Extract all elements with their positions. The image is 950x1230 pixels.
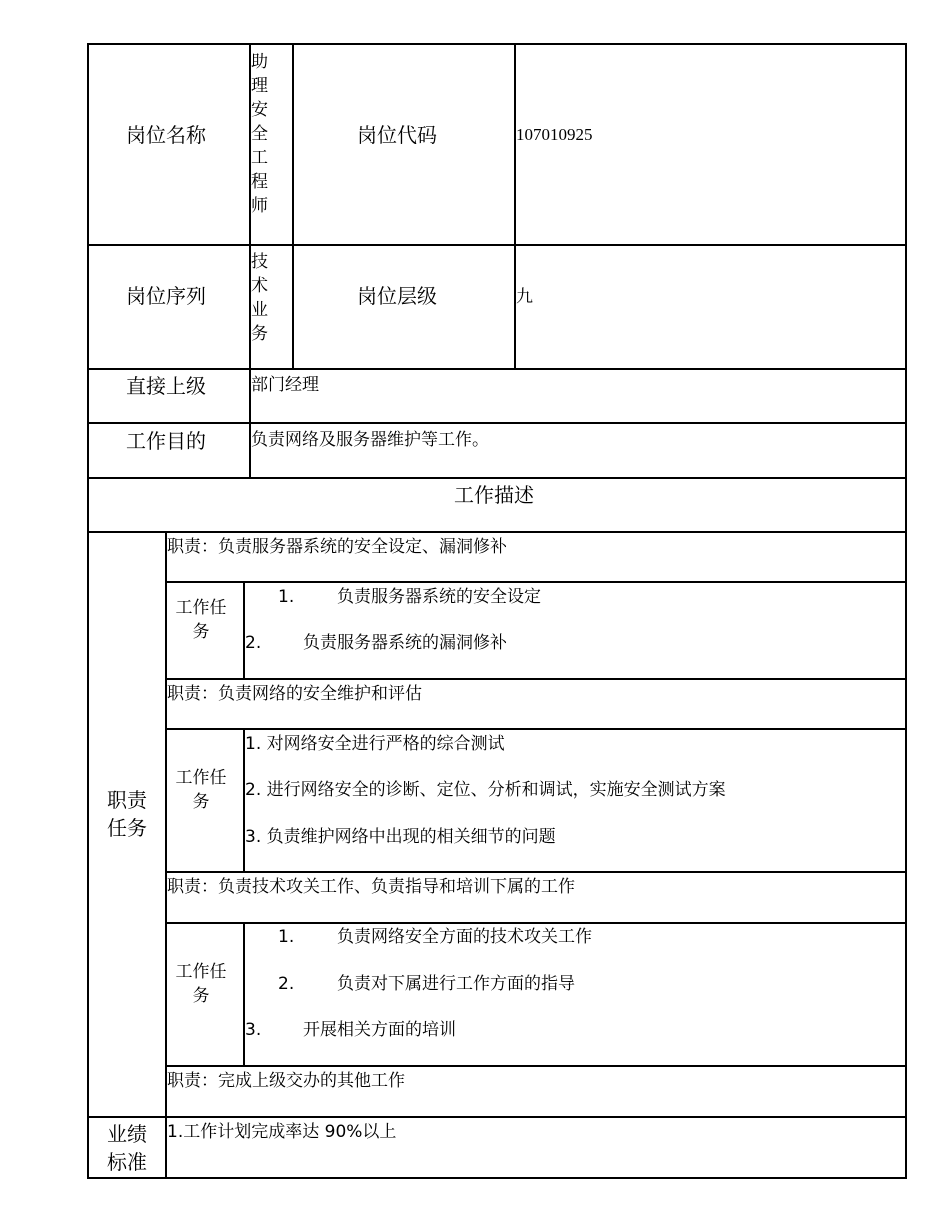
row-divider — [87, 368, 907, 370]
table-border-left — [87, 43, 89, 1179]
row-divider — [87, 244, 907, 246]
task-number: 2. — [278, 974, 295, 994]
row-divider — [87, 477, 907, 479]
performance-value: 1.工作计划完成率达 90%以上 — [167, 1122, 397, 1142]
duty-title: 职责：负责服务器系统的安全设定、漏洞修补 — [167, 537, 507, 557]
table-border-top — [87, 43, 907, 45]
duties-label: 职责任务 — [107, 788, 147, 840]
table-border-bottom — [87, 1177, 907, 1179]
work-task-label: 工作任务 — [175, 962, 227, 1006]
performance-label: 业绩标准 — [107, 1122, 147, 1174]
work-description-title: 工作描述 — [454, 483, 534, 507]
row-divider — [165, 1065, 907, 1067]
row-divider — [165, 581, 907, 583]
row-divider — [165, 922, 907, 924]
row-divider — [87, 531, 907, 533]
task-item: 负责网络安全方面的技术攻关工作 — [337, 927, 592, 947]
task-number: 1. — [278, 587, 295, 607]
position-code-value: 107010925 — [516, 125, 593, 144]
row-divider — [165, 678, 907, 680]
direct-superior-value: 部门经理 — [251, 375, 319, 395]
position-name-label: 岗位名称 — [126, 123, 206, 147]
duty-title: 职责：负责网络的安全维护和评估 — [167, 684, 422, 704]
row-divider — [165, 728, 907, 730]
column-divider — [514, 43, 516, 369]
task-item: 2. 进行网络安全的诊断、定位、分析和调试，实施安全测试方案 — [245, 780, 726, 800]
task-item: 负责服务器系统的漏洞修补 — [303, 633, 507, 653]
task-item: 负责服务器系统的安全设定 — [337, 587, 541, 607]
task-number: 1. — [278, 927, 295, 947]
position-code-label: 岗位代码 — [357, 123, 437, 147]
table-border-right — [905, 43, 907, 1179]
duty-title: 职责：完成上级交办的其他工作 — [167, 1071, 405, 1091]
column-divider — [243, 922, 245, 1066]
task-number: 3. — [245, 1020, 262, 1040]
duty-title: 职责：负责技术攻关工作、负责指导和培训下属的工作 — [167, 877, 575, 897]
position-sequence-label: 岗位序列 — [126, 284, 206, 308]
row-divider — [165, 871, 907, 873]
column-divider — [243, 581, 245, 679]
task-item: 1. 对网络安全进行严格的综合测试 — [245, 734, 505, 754]
position-name-value: 助理安全工程师 — [251, 52, 268, 216]
direct-superior-label: 直接上级 — [126, 374, 206, 398]
row-divider — [87, 422, 907, 424]
task-item: 负责对下属进行工作方面的指导 — [337, 974, 575, 994]
position-level-value: 九 — [516, 287, 533, 307]
task-item: 开展相关方面的培训 — [303, 1020, 456, 1040]
row-divider — [87, 1116, 907, 1118]
task-number: 2. — [245, 633, 262, 653]
work-task-label: 工作任务 — [175, 768, 227, 812]
column-divider — [292, 43, 294, 369]
position-sequence-value: 技术业务 — [251, 252, 268, 344]
position-level-label: 岗位层级 — [357, 284, 437, 308]
task-item: 3. 负责维护网络中出现的相关细节的问题 — [245, 827, 556, 847]
work-purpose-value: 负责网络及服务器维护等工作。 — [251, 430, 489, 450]
work-task-label: 工作任务 — [175, 598, 227, 642]
work-purpose-label: 工作目的 — [126, 429, 206, 453]
